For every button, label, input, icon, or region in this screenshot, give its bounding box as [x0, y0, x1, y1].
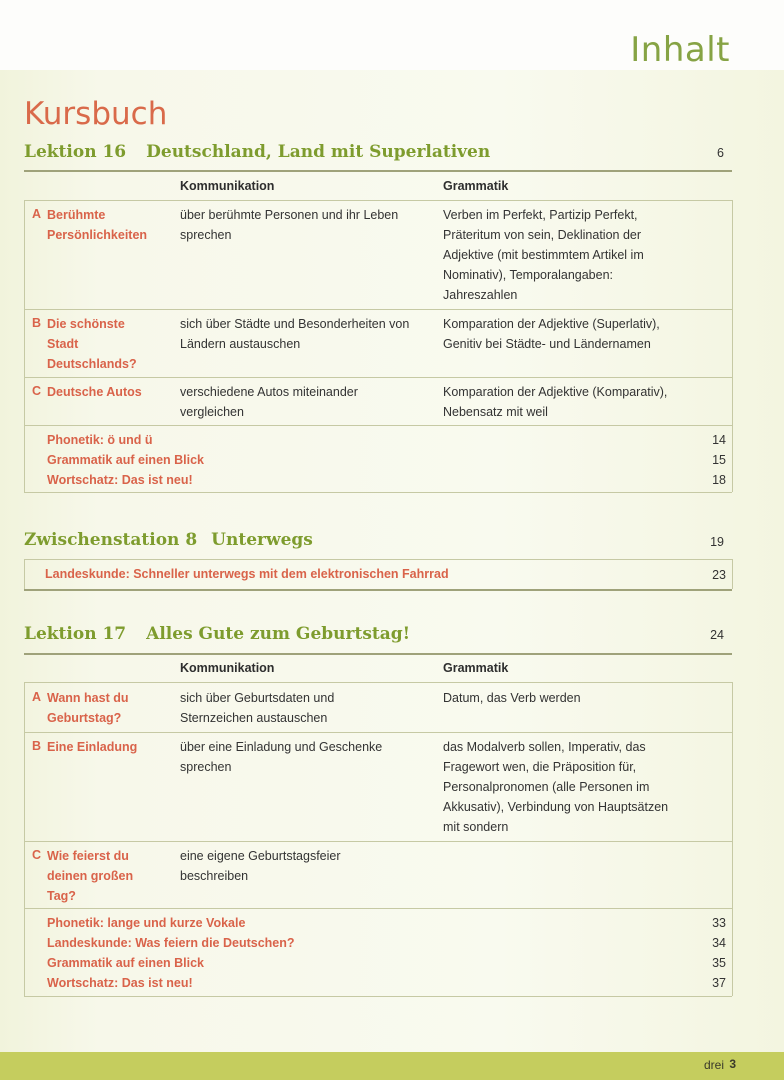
- extra-item[interactable]: Grammatik auf einen Blick: [47, 956, 205, 970]
- page-title: Inhalt: [630, 30, 730, 70]
- lesson-title: Alles Gute zum Geburtstag!: [146, 624, 411, 644]
- grammatik-cell: das Modalverb sollen, Imperativ, das Fragewort wen, die Präposition für, Personalpronomen (alle Personen im Akkusativ), Verbindung von Hauptsätzen mit sondern: [443, 740, 669, 834]
- lesson-17-page: 24: [710, 628, 724, 642]
- topic-title: Wann hast du Geburtstag?: [47, 691, 129, 725]
- divider: [24, 425, 732, 426]
- footer-page-word: drei: [703, 1058, 724, 1072]
- station-8-heading[interactable]: [24, 530, 313, 550]
- topic-title: Eine Einladung: [47, 740, 138, 754]
- topic-title: Berühmte Persönlichkeiten: [47, 208, 148, 242]
- col-head-grammatik: Grammatik: [443, 661, 509, 675]
- topic-title: Wie feierst du deinen großen Tag?: [47, 849, 134, 903]
- extra-page: 33: [712, 916, 726, 930]
- extra-page: 15: [712, 453, 726, 467]
- extra-page: 35: [712, 956, 726, 970]
- kommunikation-cell: eine eigene Geburtstagsfeier beschreiben: [180, 849, 341, 883]
- topic-letter: C: [32, 384, 42, 398]
- kommunikation-cell: sich über Städte und Besonderheiten von Ländern austauschen: [180, 317, 410, 351]
- extra-item[interactable]: Phonetik: lange und kurze Vokale: [47, 916, 246, 930]
- kommunikation-cell: verschiedene Autos miteinander vergleichen: [180, 385, 358, 419]
- kommunikation-cell: sich über Geburtsdaten und Sternzeichen austauschen: [180, 691, 335, 725]
- topic-title: Deutsche Autos: [47, 385, 142, 399]
- topic-letter: B: [32, 316, 42, 330]
- divider: [24, 377, 732, 378]
- extra-item[interactable]: Grammatik auf einen Blick: [47, 453, 205, 467]
- col-head-grammatik: Grammatik: [443, 179, 509, 193]
- station-title: Unterwegs: [211, 530, 313, 550]
- col-head-kommunikation: Kommunikation: [180, 661, 275, 675]
- table-left-border: [24, 682, 25, 996]
- col-head-kommunikation: Kommunikation: [180, 179, 275, 193]
- lesson-17-heading[interactable]: [24, 624, 410, 644]
- divider: [24, 841, 732, 842]
- divider: [24, 682, 732, 683]
- station-8-page: 19: [710, 535, 724, 549]
- lesson-16-heading[interactable]: [24, 142, 490, 162]
- extra-item[interactable]: Landeskunde: Was feiern die Deutschen?: [47, 936, 295, 950]
- grammatik-cell: Verben im Perfekt, Partizip Perfekt, Präteritum von sein, Deklination der Adjektive (mit bestimmtem Artikel im Nominativ), Temporalangaben: Jahreszahlen: [443, 208, 644, 302]
- divider: [24, 492, 732, 493]
- extra-page: 37: [712, 976, 726, 990]
- topic-letter: A: [32, 690, 42, 704]
- grammatik-cell: Datum, das Verb werden: [443, 691, 581, 705]
- divider: [24, 170, 732, 172]
- book-title: Kursbuch: [24, 96, 168, 132]
- table-right-border: [732, 559, 733, 589]
- topic-letter: A: [32, 207, 42, 221]
- footer-page-number: 3: [729, 1057, 736, 1071]
- divider: [24, 589, 732, 591]
- lesson-16-page: 6: [717, 146, 724, 160]
- divider: [24, 653, 732, 655]
- station-label: Zwischenstation 8: [24, 530, 198, 550]
- topic-letter: C: [32, 848, 42, 862]
- kommunikation-cell: über eine Einladung und Geschenke sprechen: [180, 740, 383, 774]
- landeskunde-item[interactable]: Landeskunde: Schneller unterwegs mit dem elektronischen Fahrrad: [45, 567, 449, 581]
- extra-item[interactable]: Phonetik: ö und ü: [47, 433, 153, 447]
- landeskunde-page: 23: [712, 568, 726, 582]
- topic-letter: B: [32, 739, 42, 753]
- extra-page: 18: [712, 473, 726, 487]
- kommunikation-cell: über berühmte Personen und ihr Leben sprechen: [180, 208, 399, 242]
- extra-page: 14: [712, 433, 726, 447]
- table-right-border: [732, 682, 733, 996]
- divider: [24, 908, 732, 909]
- divider: [24, 996, 732, 997]
- topic-title: Die schönste Stadt Deutschlands?: [47, 317, 137, 371]
- extra-item[interactable]: Wortschatz: Das ist neu!: [47, 976, 193, 990]
- divider: [24, 200, 732, 201]
- table-right-border: [732, 200, 733, 492]
- extra-item[interactable]: Wortschatz: Das ist neu!: [47, 473, 193, 487]
- table-left-border: [24, 200, 25, 492]
- grammatik-cell: Komparation der Adjektive (Komparativ), Nebensatz mit weil: [443, 385, 668, 419]
- lesson-label: Lektion 17: [24, 624, 127, 644]
- lesson-title: Deutschland, Land mit Superlativen: [146, 142, 491, 162]
- grammatik-cell: Komparation der Adjektive (Superlativ), Genitiv bei Städte- und Ländernamen: [443, 317, 660, 351]
- divider: [24, 732, 732, 733]
- divider: [24, 309, 732, 310]
- lesson-label: Lektion 16: [24, 142, 127, 162]
- divider: [24, 559, 732, 560]
- footer-band: [0, 1052, 784, 1080]
- table-left-border: [24, 559, 25, 589]
- extra-page: 34: [712, 936, 726, 950]
